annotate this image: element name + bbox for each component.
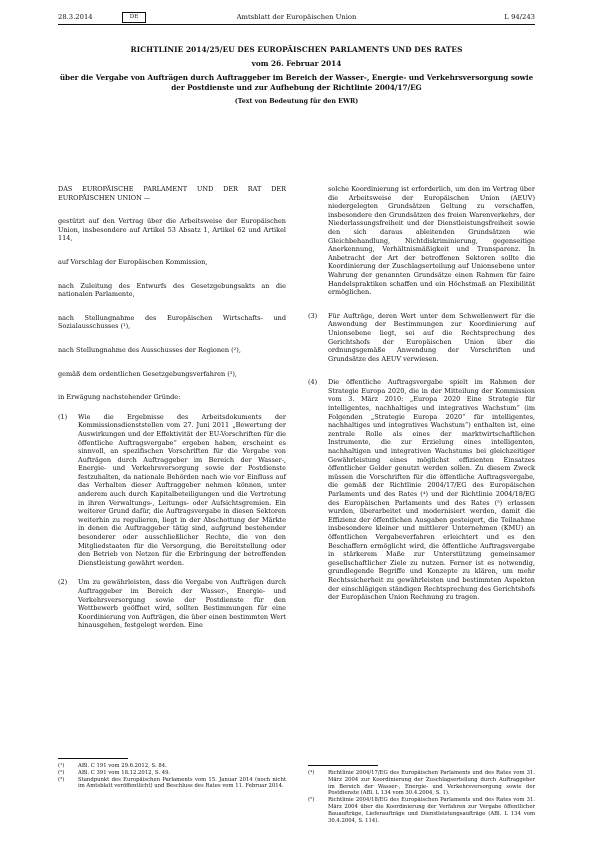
recital-text: Um zu gewährleisten, dass die Vergabe von Aufträgen durch Auftraggeber im Bereich der Wasser-, Energie- und Verkehrsversorgung sowie der Postdienste für den Wettbewerb geöffnet wird, sollten Bestimmungen für eine Koordinierung von Aufträgen, die über einen bestimmten Wert hinausgehen, festgelegt werden. Eine — [78, 578, 286, 630]
citation-treaty: gestützt auf den Vertrag über die Arbeitsweise der Europäischen Union, insbesondere auf Artikel 53 Absatz 1, Artikel 62 und Artikel 114, — [58, 217, 286, 243]
recital-text: Für Aufträge, deren Wert unter dem Schwellenwert für die Anwendung der Bestimmungen zur Koordinierung auf Unionsebene liegt, sei auf die Rechtsprechung des Gerichtshofs der Europäischen Union über die ordnungsgemäße Anwendung der Vorschriften und Grundsätze des AEUV verwiesen. — [328, 311, 535, 363]
title-block — [58, 45, 535, 105]
citation-esc: nach Stellungnahme des Europäischen Wirtschafts- und Sozialausschusses (¹), — [58, 313, 286, 331]
header-rule — [58, 24, 535, 25]
directive-title: RICHTLINIE 2014/25/EU DES EUROPÄISCHEN PARLAMENTS UND DES RATES — [130, 45, 463, 54]
footnotes-left — [58, 763, 286, 790]
header-date: 28.3.2014 — [58, 13, 93, 21]
footnote-rule-right — [308, 765, 378, 766]
footnote-marker: (¹) — [58, 763, 65, 769]
footnote-rule-left — [58, 758, 128, 759]
footnote-text: Richtlinie 2004/18/EG des Europäischen Parlaments und des Rates vom 31. März 2004 über die Koordinierung der Verfahren zur Vergabe öffentlicher Bauaufträge, Lieferaufträge und Dienstleistungsaufträge (ABl. L 134 vom 30.4.2004, S. 114). — [328, 797, 535, 824]
recital-number: (1) — [58, 412, 68, 421]
journal-name: Amtsblatt der Europäischen Union — [236, 13, 357, 21]
footnote-marker: (³) — [58, 776, 65, 783]
directive-date: vom 26. Februar 2014 — [251, 59, 342, 68]
recital-3 — [308, 312, 535, 364]
citation-regions: nach Stellungnahme des Ausschusses der Regionen (²), — [58, 345, 241, 354]
citation-national-parliaments: nach Zuleitung des Entwurfs des Gesetzgebungsakts an die nationalen Parlamente, — [58, 281, 286, 299]
citation-recitals-intro: in Erwägung nachstehender Gründe: — [58, 393, 181, 402]
preamble-heading: DAS EUROPÄISCHE PARLAMENT UND DER RAT DER EUROPÄISCHEN UNION — — [58, 185, 286, 202]
footnote-text: ABl. C 191 vom 29.6.2012, S. 84. — [78, 763, 167, 769]
recital-number: (4) — [308, 378, 318, 387]
recital-2-continuation: solche Koordinierung ist erforderlich, um den im Vertrag über die Arbeitsweise der Europäischen Union (AEUV) niedergelegten Grundsätzen Geltung zu verschaffen, insbesondere den Grundsätzen des freien Warenverkehrs, der Niederlassungsfreiheit und der Dienstleistungsfreiheit sowie den sich daraus ableitenden Grundsätzen wie Gleichbehandlung, Nichtdiskriminierung, gegenseitige Anerkennung, Verhältnismäßigkeit und Transparenz. In Anbetracht der Art der betroffenen Sektoren sollte die Koordinierung der Zuschlagserteilung auf Unionsebene unter Wahrung der genannten Grundsätze einen Rahmen für faire Handelspraktiken schaffen und ein Höchstmaß an Flexibilität ermöglichen. — [328, 185, 535, 297]
recital-number: (3) — [308, 311, 318, 320]
footnote — [308, 770, 535, 797]
footnote-marker: (²) — [58, 769, 65, 776]
citation-proposal: auf Vorschlag der Europäischen Kommission, — [58, 257, 208, 266]
footnote-text: Standpunkt des Europäischen Parlaments vom 15. Januar 2014 (noch nicht im Amtsblatt veröffentlicht) und Beschluss des Rates vom 11. Februar 2014. — [78, 776, 286, 790]
eea-note: (Text von Bedeutung für den EWR) — [234, 98, 359, 105]
recital-1 — [58, 413, 286, 568]
footnote — [58, 777, 286, 791]
footnote-marker: (⁵) — [308, 797, 315, 804]
footnote-text: Richtlinie 2004/17/EG des Europäischen Parlaments und des Rates vom 31. März 2004 zur Koordinierung der Zuschlagserteilung durch Auftraggeber im Bereich der Wasser-, Energie- und Verkehrsversorgung sowie der Postdienste (ABl. L 134 vom 30.4.2004, S. 1). — [328, 770, 535, 797]
directive-subject: über die Vergabe von Aufträgen durch Auftraggeber im Bereich der Wasser-, Energie- und Verkehrsversorgung sowie der Postdienste und zur Aufhebung der Richtlinie 2004/17/EG — [59, 73, 534, 92]
footnote — [58, 763, 286, 770]
recital-number: (2) — [58, 578, 68, 587]
left-column — [58, 185, 286, 630]
recital-4 — [308, 378, 535, 601]
right-column — [308, 185, 535, 602]
recital-2 — [58, 578, 286, 630]
recital-text: Die öffentliche Auftragsvergabe spielt im Rahmen der Strategie Europa 2020, die in der Mitteilung der Kommission vom 3. März 2010: „Europa 2020 Eine Strategie für intelligentes, nachhaltiges und integratives Wachstum“ (im Folgenden „Strategie Europa 2020“ für intelligentes, nachhaltiges und integratives Wachstum“) enthalten ist, eine zentrale Rolle als eines der marktwirtschaftlichen Instrumente, die zur Erzielung eines intelligenten, nachhaltigen und integrativen Wachstums bei gleichzeitiger Gewährleistung eines möglichst effizienten Einsatzes öffentlicher Gelder genutzt werden sollen. Zu diesem Zweck müssen die Vorschriften für die öffentliche Auftragsvergabe, die gemäß der Richtlinie 2004/17/EG des Europäischen Parlaments und des Rates (⁴) und der Richtlinie 2004/18/EG des Europäischen Parlaments und des Rates (⁵) erlassen wurden, überarbeitet und modernisiert werden, damit die Effizienz der öffentlichen Ausgaben gesteigert, die Teilnahme insbesondere kleiner und mittlerer Unternehmen (KMU) an öffentlichen Vergabeverfahren erleichtert und es den Beschaffern ermöglicht wird, die öffentliche Auftragsvergabe in stärkerem Maße zur Unterstützung gemeinsamer gesellschaftlicher Ziele zu nutzen. Ferner ist es notwendig, grundlegende Begriffe und Konzepte zu klären, um mehr Rechtssicherheit zu gewährleisten und bestimmten Aspekten der einschlägigen ständigen Rechtsprechung des Gerichtshofs der Europäischen Union Rechnung zu tragen. — [328, 378, 535, 602]
recital-text: Wie die Ergebnisse des Arbeitsdokuments der Kommissionsdienststellen vom 27. Juni 2011 „Bewertung der Auswirkungen und der Effektivität der EU-Vorschriften für die öffentliche Auftragsvergabe“ ergeben haben, erscheint es sinnvoll, an spezifischen Vorschriften für die Vergabe von Aufträgen durch Auftraggeber im Bereich der Wasser-, Energie- und Verkehrsversorgung sowie der Postdienste festzuhalten, da nationale Behörden nach wie vor Einfluss auf das Verhalten dieser Auftraggeber nehmen können, unter anderem auch durch Kapitalbeteiligungen und die Vertretung in ihren Verwaltungs-, Leitungs- oder Aufsichtsgremien. Ein weiterer Grund dafür, die Auftragsvergabe in diesen Sektoren weiterhin zu regulieren, liegt in der Abschottung der Märkte in denen die Auftraggeber tätig sind, aufgrund bestehender besonderer oder ausschließlicher Rechte, die von den Mitgliedstaaten für die Versorgung, die Bereitstellung oder den Betrieb von Netzen für die Erbringung der betreffenden Dienstleistung gewährt werden. — [78, 412, 286, 567]
citation-procedure: gemäß dem ordentlichen Gesetzgebungsverfahren (³), — [58, 369, 237, 378]
page-reference: L 94/243 — [504, 13, 535, 21]
footnote — [58, 770, 286, 777]
footnotes-right — [308, 770, 535, 824]
language-badge: DE — [122, 12, 146, 23]
footnote — [308, 797, 535, 824]
footnote-text: ABl. C 391 vom 18.12.2012, S. 49. — [78, 769, 171, 776]
footnote-marker: (⁴) — [308, 770, 315, 776]
